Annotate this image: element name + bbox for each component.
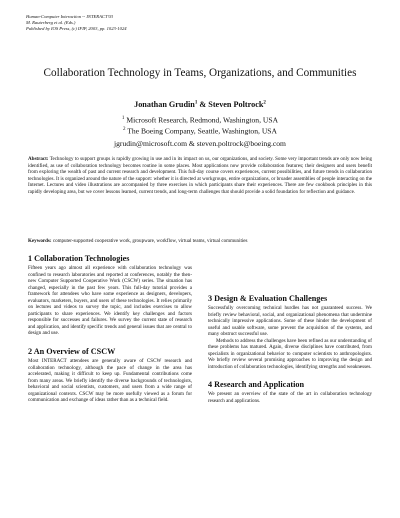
abstract-text: Technology to support groups is rapidly growing in use and in its impact on us, our organizations, and society. Some very important trends are only now being identified, as use of collaboration technology becomes routine in some places. Most applications now provide collaboration features; their designers and users benefit from exploring the wealth of past and current research and development. This full-day course covers experiences, current possibilities, and future trends in collaboration technologies. It is organized around the nature of the support: whether it is directed at workgroups, entire organizations, or broader assemblies of people interacting on the Internet. Lectures and video illustrations are accompanied by three exercises in which participants share their experiences. There are few cookbook principles in this rapidly developing area, but we cover lessons learned, current trends, and long-term challenges that should provide a solid foundation for reflection and guidance.	[28, 156, 372, 195]
section-1-paragraph: Fifteen years ago almost all experience with collaboration technology was confined to research laboratories and reported at conferences, notably the then-new Computer Supported Cooperative Work (CSCW) series. The situation has changed, especially in the past few years. This full-day tutorial provides a framework for attendees who have some experience as designers, developers, evaluators, marketers, buyers, and users of these technologies. It relies primarily on lectures and videos to survey the topic, and includes exercises to allow participants to share experiences. We identify key challenges and factors responsible for successes and failures. We survey the current state of research and application, and identify specific trends and general issues that are central to design and use.	[28, 265, 192, 337]
affiliation-2-text: The Boeing Company, Seattle, Washington, USA	[127, 126, 278, 136]
publication-header	[26, 14, 127, 32]
author-emails: jgrudin@microsoft.com & steven.poltrock@boeing.com	[114, 139, 286, 148]
section-4-heading: 4 Research and Application	[208, 380, 305, 390]
section-4-paragraph: We present an overview of the state of the art in collaboration technology research and applications.	[208, 391, 372, 405]
affiliation-2	[0, 124, 400, 137]
affiliation-1-text: Microsoft Research, Redmond, Washington, USA	[126, 115, 279, 125]
keywords-text: computer-supported cooperative work, groupware, workflow, virtual teams, virtual communities	[51, 238, 248, 244]
keywords	[28, 238, 372, 245]
section-3-heading: 3 Design & Evaluation Challenges	[208, 294, 328, 303]
affiliation-1-sup: 1	[121, 116, 125, 121]
author-separator: &	[197, 100, 209, 109]
header-line-3: Published by IOS Press, (c) IFIP, 2003, pp. 1023-1024	[26, 26, 127, 31]
author-1: Jonathan Grudin	[134, 100, 195, 109]
keywords-label: Keywords:	[28, 238, 52, 244]
author-2: Steven Poltrock	[208, 100, 264, 109]
abstract-label: Abstract:	[28, 156, 49, 162]
left-column	[28, 250, 192, 404]
right-column	[208, 250, 372, 405]
author-2-sup: 2	[263, 100, 266, 106]
section-2-paragraph: Most INTERACT attendees are generally aware of CSCW research and collaboration technology, although the pace of change in the area has accelerated, making it difficult to keep up. Fundamental contributions come from many areas. We briefly identify the diverse backgrounds of technologists, behavioral and social scientists, customers, and users from a wide range of organizational contexts. CSCW may be more usefully viewed as a forum for communication and exchange of ideas rather than as a technical field.	[28, 358, 192, 404]
section-1-heading: 1 Collaboration Technologies	[28, 254, 130, 263]
header-line-1: Human-Computer Interaction -- INTERACT'03	[26, 14, 114, 19]
section-3-paragraph-1: Successfully overcoming technical hurdles has not guaranteed success. We briefly review behavioral, social, and organizational phenomena that undermine technically impressive applications. Some of these hinder the development of useful and usable software, some prevent the acquisition of the systems, and many obstruct successful use.	[208, 305, 372, 338]
section-2-heading: 2 An Overview of CSCW	[28, 347, 116, 357]
abstract	[28, 156, 372, 195]
author-line	[0, 100, 400, 109]
paper-title: Collaboration Technology in Teams, Organizations, and Communities	[43, 67, 357, 79]
affiliation-2-sup: 2	[122, 127, 126, 132]
section-3-paragraph-2: Methods to address the challenges have been refined as our understanding of these problems has matured. Again, diverse disciplines have contributed, from specialists in organizational behavior to computer scientists to anthropologists. We briefly review several promising approaches to improving the design and introduction of collaboration technologies, identifying strengths and weaknesses.	[208, 337, 372, 370]
header-line-2: M. Rauterberg et al. (Eds.)	[26, 20, 76, 25]
author-1-sup: 1	[194, 100, 198, 106]
